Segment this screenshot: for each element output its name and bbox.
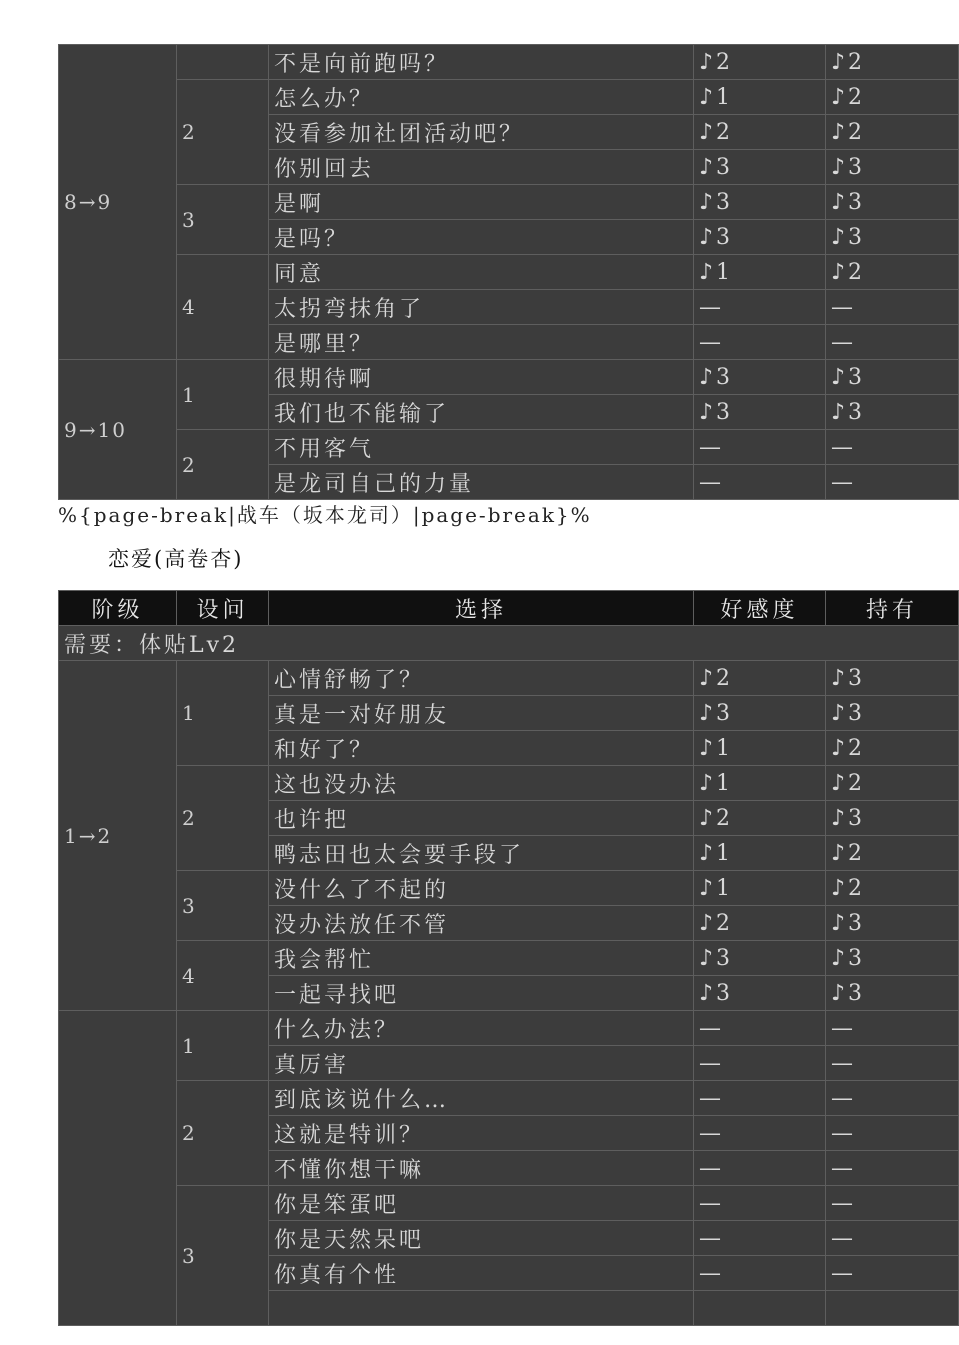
question-cell: 1 (177, 1011, 269, 1081)
question-cell: 2 (177, 80, 269, 185)
holding-cell (826, 1291, 959, 1326)
table-row (59, 360, 959, 395)
choice-cell: 你是天然呆吧 (269, 1221, 694, 1256)
affinity-cell: — (694, 1046, 826, 1081)
holding-cell: — (826, 290, 959, 325)
table-row (59, 45, 959, 80)
affinity-cell: ♪3 (694, 696, 826, 731)
question-cell: 4 (177, 255, 269, 360)
question-cell: 3 (177, 185, 269, 255)
affinity-cell: — (694, 1256, 826, 1291)
question-cell: 2 (177, 766, 269, 871)
affinity-cell: — (694, 1116, 826, 1151)
question-cell: 2 (177, 430, 269, 500)
affinity-cell: ♪2 (694, 906, 826, 941)
table-row (59, 185, 959, 220)
choice-cell: 同意 (269, 255, 694, 290)
choice-cell: 不是向前跑吗？ (269, 45, 694, 80)
stage-cell: 1→2 (59, 661, 177, 1011)
choice-cell: 一起寻找吧 (269, 976, 694, 1011)
table-row (59, 1186, 959, 1221)
affinity-cell: ♪3 (694, 941, 826, 976)
affinity-cell: — (694, 1151, 826, 1186)
choice-cell: 心情舒畅了？ (269, 661, 694, 696)
holding-cell: ♪3 (826, 976, 959, 1011)
choice-cell (269, 1291, 694, 1326)
choice-cell: 没看参加社团活动吧？ (269, 115, 694, 150)
header-holding: 持有 (826, 591, 959, 626)
header-affinity: 好感度 (694, 591, 826, 626)
choice-cell: 没办法放任不管 (269, 906, 694, 941)
holding-cell: ♪3 (826, 395, 959, 430)
affinity-cell: ♪3 (694, 360, 826, 395)
table-row (59, 871, 959, 906)
stage-cell: 9→10 (59, 360, 177, 500)
question-cell: 1 (177, 661, 269, 766)
choice-cell: 太拐弯抹角了 (269, 290, 694, 325)
choice-cell: 是啊 (269, 185, 694, 220)
affinity-cell (694, 1291, 826, 1326)
question-cell: 3 (177, 1186, 269, 1326)
holding-cell: ♪2 (826, 115, 959, 150)
affinity-cell: ♪2 (694, 45, 826, 80)
choice-cell: 真厉害 (269, 1046, 694, 1081)
choice-cell: 你是笨蛋吧 (269, 1186, 694, 1221)
question-cell: 4 (177, 941, 269, 1011)
holding-cell: ♪2 (826, 871, 959, 906)
header-question: 设问 (177, 591, 269, 626)
choice-cell: 这就是特训？ (269, 1116, 694, 1151)
affinity-cell: — (694, 325, 826, 360)
header-row (59, 591, 959, 626)
holding-cell: — (826, 1186, 959, 1221)
affinity-cell: — (694, 430, 826, 465)
affinity-cell: ♪2 (694, 661, 826, 696)
choice-cell: 不用客气 (269, 430, 694, 465)
holding-cell: ♪3 (826, 360, 959, 395)
holding-cell: — (826, 1151, 959, 1186)
holding-cell: ♪3 (826, 150, 959, 185)
affinity-cell: ♪1 (694, 871, 826, 906)
holding-cell: ♪3 (826, 185, 959, 220)
affinity-cell: ♪1 (694, 255, 826, 290)
table-row (59, 766, 959, 801)
affinity-cell: ♪3 (694, 220, 826, 255)
holding-cell: — (826, 430, 959, 465)
holding-cell: — (826, 325, 959, 360)
table-row (59, 80, 959, 115)
table-upper (58, 44, 905, 499)
holding-cell: ♪3 (826, 941, 959, 976)
holding-cell: ♪2 (826, 731, 959, 766)
choice-cell: 到底该说什么… (269, 1081, 694, 1116)
holding-cell: — (826, 1011, 959, 1046)
holding-cell: ♪2 (826, 45, 959, 80)
holding-cell: ♪3 (826, 801, 959, 836)
choice-cell: 这也没办法 (269, 766, 694, 801)
affinity-cell: — (694, 1221, 826, 1256)
table-row (59, 255, 959, 290)
affinity-cell: ♪3 (694, 150, 826, 185)
affinity-table-chariot (58, 44, 959, 500)
page-break-marker: %{page-break|战车（坂本龙司）|page-break}% (58, 503, 592, 527)
holding-cell: ♪2 (826, 836, 959, 871)
stage-cell (59, 1011, 177, 1326)
choice-cell: 也许把 (269, 801, 694, 836)
requirement-row (59, 626, 959, 661)
choice-cell: 很期待啊 (269, 360, 694, 395)
holding-cell: — (826, 1046, 959, 1081)
holding-cell: ♪3 (826, 906, 959, 941)
holding-cell: ♪3 (826, 220, 959, 255)
choice-cell: 什么办法？ (269, 1011, 694, 1046)
choice-cell: 不懂你想干嘛 (269, 1151, 694, 1186)
holding-cell: ♪2 (826, 80, 959, 115)
table-lower (58, 590, 918, 1299)
table-row (59, 430, 959, 465)
choice-cell: 真是一对好朋友 (269, 696, 694, 731)
holding-cell: ♪2 (826, 255, 959, 290)
affinity-cell: — (694, 290, 826, 325)
affinity-table-lovers (58, 590, 959, 1326)
holding-cell: — (826, 1256, 959, 1291)
table-row (59, 941, 959, 976)
affinity-cell: — (694, 465, 826, 500)
choice-cell: 和好了？ (269, 731, 694, 766)
affinity-cell: ♪3 (694, 395, 826, 430)
holding-cell: — (826, 1221, 959, 1256)
affinity-cell: — (694, 1081, 826, 1116)
choice-cell: 是龙司自己的力量 (269, 465, 694, 500)
holding-cell: — (826, 465, 959, 500)
affinity-cell: ♪2 (694, 801, 826, 836)
holding-cell: — (826, 1116, 959, 1151)
affinity-cell: ♪2 (694, 115, 826, 150)
question-cell: 3 (177, 871, 269, 941)
section-title: 恋爱(高卷杏) (108, 547, 244, 571)
holding-cell: ♪3 (826, 661, 959, 696)
question-cell: 2 (177, 1081, 269, 1186)
choice-cell: 是哪里？ (269, 325, 694, 360)
header-choice: 选择 (269, 591, 694, 626)
question-cell (177, 45, 269, 80)
table-row (59, 661, 959, 696)
choice-cell: 没什么了不起的 (269, 871, 694, 906)
affinity-cell: ♪1 (694, 731, 826, 766)
holding-cell: ♪2 (826, 766, 959, 801)
affinity-cell: ♪3 (694, 185, 826, 220)
affinity-cell: ♪1 (694, 80, 826, 115)
affinity-cell: ♪3 (694, 976, 826, 1011)
choice-cell: 我们也不能输了 (269, 395, 694, 430)
choice-cell: 你别回去 (269, 150, 694, 185)
holding-cell: ♪3 (826, 696, 959, 731)
stage-cell: 8→9 (59, 45, 177, 360)
requirement-cell: 需要：体贴Lv2 (59, 626, 959, 661)
table-row (59, 1081, 959, 1116)
choice-cell: 鸭志田也太会要手段了 (269, 836, 694, 871)
affinity-cell: — (694, 1011, 826, 1046)
question-cell: 1 (177, 360, 269, 430)
choice-cell: 怎么办？ (269, 80, 694, 115)
choice-cell: 我会帮忙 (269, 941, 694, 976)
table-row (59, 1011, 959, 1046)
affinity-cell: ♪1 (694, 766, 826, 801)
choice-cell: 你真有个性 (269, 1256, 694, 1291)
affinity-cell: — (694, 1186, 826, 1221)
choice-cell: 是吗？ (269, 220, 694, 255)
affinity-cell: ♪1 (694, 836, 826, 871)
header-stage: 阶级 (59, 591, 177, 626)
holding-cell: — (826, 1081, 959, 1116)
